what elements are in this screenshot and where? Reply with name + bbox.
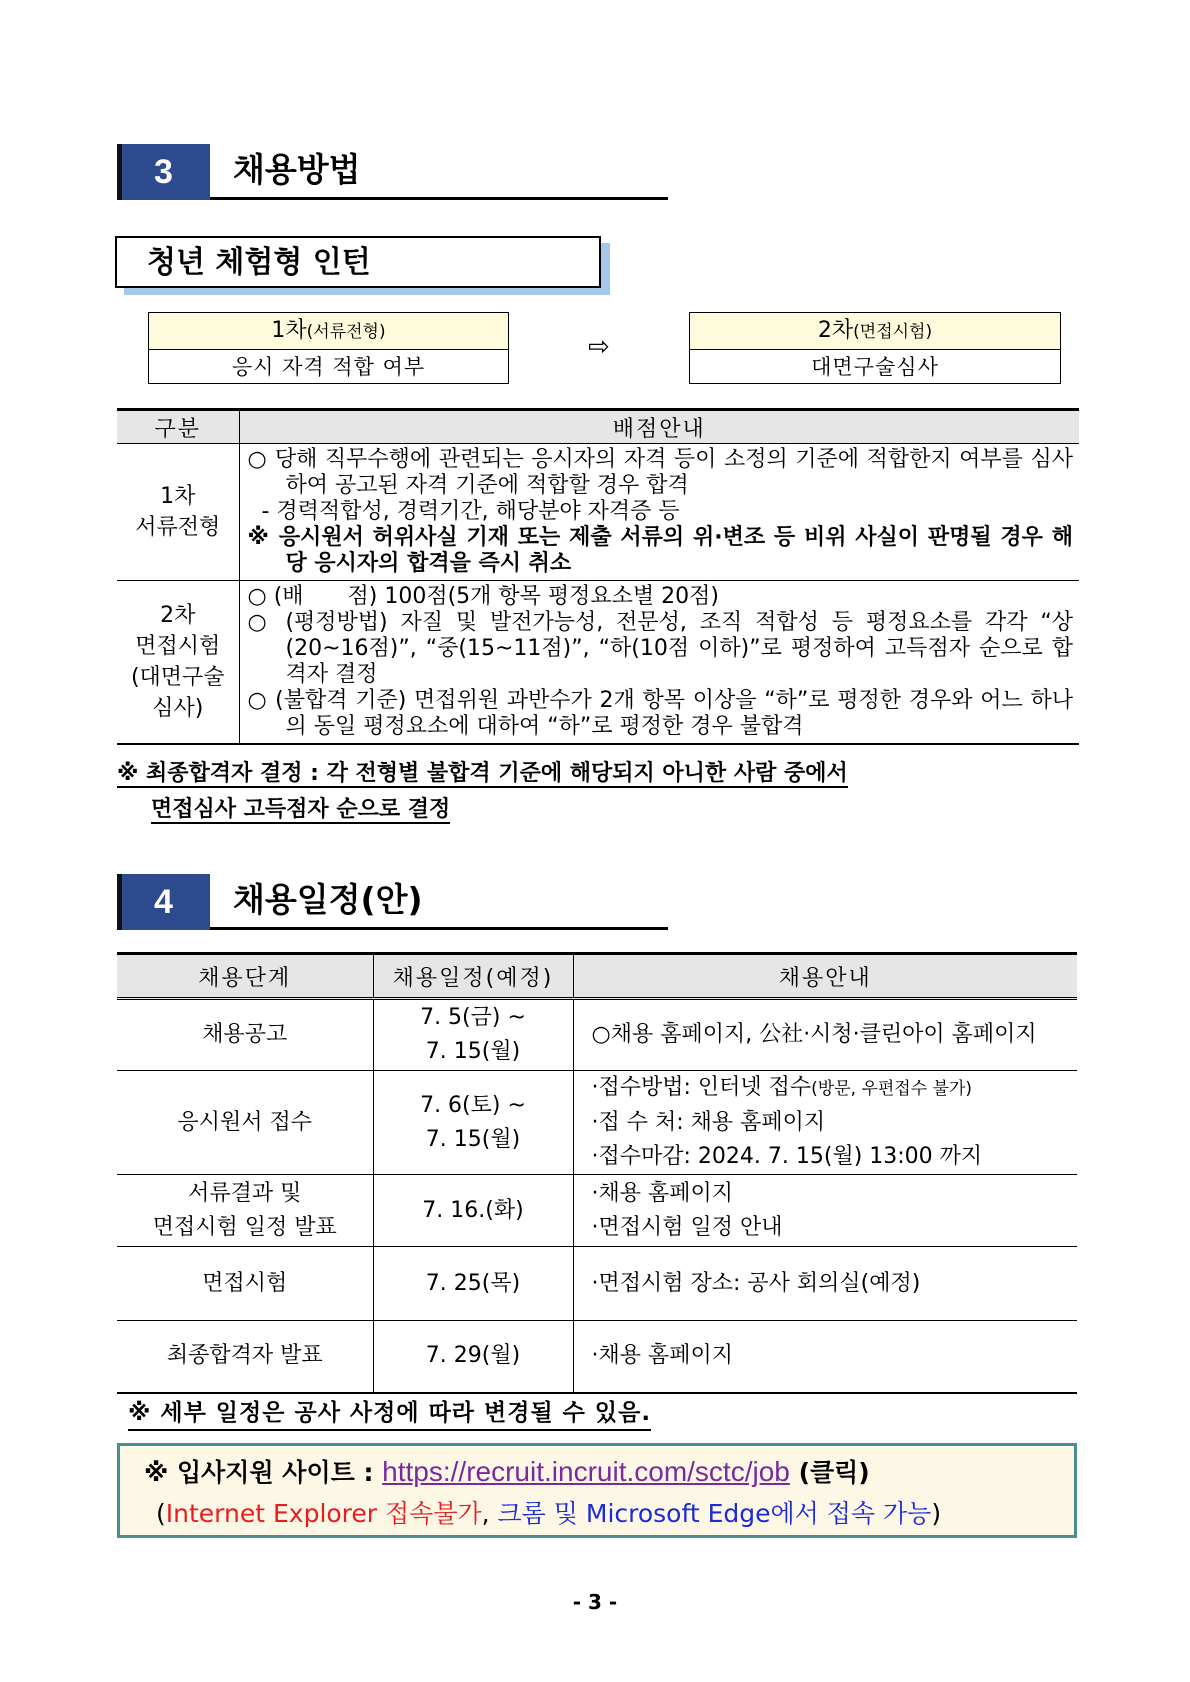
date-line: 7. 5(금) ~	[420, 1005, 526, 1030]
stage-1-header	[149, 313, 508, 350]
stage-line: 서류결과 및	[188, 1180, 302, 1206]
schedule-row	[117, 1071, 1077, 1175]
scoring-row-label	[117, 444, 239, 581]
section-number-4: 4	[117, 874, 210, 930]
schedule-stage: 면접시험	[117, 1247, 373, 1321]
label-line: 1차	[160, 484, 196, 509]
scoring-table	[117, 408, 1079, 745]
info-line: ·채용 홈페이지	[591, 1180, 733, 1206]
scoring-header-category: 구분	[117, 410, 239, 444]
application-site-link[interactable]: https://recruit.incruit.com/sctc/job	[382, 1456, 790, 1487]
label-line: 심사)	[152, 696, 204, 721]
paren: )	[931, 1499, 942, 1528]
label-line: 2차	[160, 603, 196, 628]
site-line-1	[144, 1454, 870, 1491]
scoring-header-guide: 배점안내	[239, 410, 1079, 444]
info-small-note: (방문, 우편접수 불가)	[811, 1079, 973, 1099]
stage-line: 면접시험 일정 발표	[152, 1214, 337, 1240]
date-line: 7. 15(월)	[425, 1126, 521, 1152]
schedule-row	[117, 999, 1077, 1071]
schedule-header-info: 채용안내	[573, 954, 1077, 999]
schedule-stage: 채용공고	[117, 999, 373, 1071]
stage-1-desc: 응시 자격 적합 여부	[231, 355, 426, 379]
criteria-warning: ※ 응시원서 허위사실 기재 또는 제출 서류의 위·변조 등 비위 사실이 판명될 경우 해당 응시자의 합격을 즉시 취소	[247, 525, 1073, 576]
scoring-row-content	[239, 581, 1079, 745]
schedule-header-stage: 채용단계	[117, 954, 373, 999]
scoring-row-content	[239, 444, 1079, 581]
schedule-row	[117, 1321, 1077, 1393]
paren: (	[156, 1499, 166, 1528]
site-prefix: ※ 입사지원 사이트 :	[144, 1458, 383, 1487]
label-line: 면접시험	[135, 634, 221, 659]
schedule-stage: 응시원서 접수	[117, 1071, 373, 1175]
info-line: ·접 수 처: 채용 홈페이지	[591, 1110, 826, 1135]
label-line: 서류전형	[135, 515, 221, 540]
supported-browsers: 크롬 및 Microsoft Edge에서 접속 가능	[497, 1499, 932, 1528]
stage-2-sub: (면접시험)	[853, 322, 933, 342]
schedule-header-date: 채용일정(예정)	[373, 954, 573, 999]
schedule-date: 7. 16.(화)	[373, 1175, 573, 1247]
stage-box-2	[689, 312, 1061, 384]
stage-2-header	[690, 313, 1060, 350]
schedule-info: ○채용 홈페이지, 公社·시청·클린아이 홈페이지	[573, 999, 1077, 1071]
label-line: (대면구술	[130, 665, 225, 690]
ie-not-supported: Internet Explorer 접속불가	[165, 1499, 482, 1528]
stage-box-1	[148, 312, 509, 384]
section-underline	[210, 197, 668, 200]
schedule-date	[373, 999, 573, 1071]
scoring-row-document	[117, 444, 1079, 581]
schedule-date: 7. 25(목)	[373, 1247, 573, 1321]
criteria-item: ○ 당해 직무수행에 관련되는 응시자의 자격 등이 소정의 기준에 적합한지 여부를 심사하여 공고된 자격 기준에 적합할 경우 합격	[247, 447, 1073, 498]
stage-2-title: 2차	[817, 318, 854, 343]
intern-type-title: 청년 체험형 인턴	[115, 236, 601, 288]
final-note-line-2: 면접심사 고득점자 순으로 결정	[151, 797, 451, 822]
site-suffix: (클릭)	[789, 1458, 870, 1487]
scoring-row-label	[117, 581, 239, 745]
schedule-date	[373, 1071, 573, 1175]
scoring-row-interview	[117, 581, 1079, 745]
right-arrow-icon: ⇨	[588, 332, 610, 362]
schedule-date: 7. 29(월)	[373, 1321, 573, 1393]
criteria-subitem: - 경력적합성, 경력기간, 해당분야 자격증 등	[261, 499, 680, 524]
application-site-box	[117, 1443, 1077, 1538]
final-note-line-1: ※ 최종합격자 결정 : 각 전형별 불합격 기준에 해당되지 아니한 사람 중에서	[117, 761, 848, 786]
criteria-item: ○ (배 점) 100점(5개 항목 평정요소별 20점)	[247, 584, 720, 609]
date-line: 7. 6(토) ~	[420, 1092, 526, 1118]
final-decision-note	[117, 756, 848, 828]
stage-1-sub: (서류전형)	[306, 322, 386, 342]
comma: ,	[481, 1499, 498, 1528]
schedule-info: ·채용 홈페이지	[573, 1321, 1077, 1393]
section-number-3: 3	[117, 144, 210, 200]
schedule-info: ·면접시험 장소: 공사 회의실(예정)	[573, 1247, 1077, 1321]
schedule-table	[117, 952, 1077, 1394]
section-underline	[210, 927, 668, 930]
stage-2-desc: 대면구술심사	[811, 355, 939, 379]
page-number: - 3 -	[572, 1590, 618, 1614]
criteria-item: ○ (불합격 기준) 면접위원 과반수가 2개 항목 이상을 “하”로 평정한 경우와 어느 하나의 동일 평정요소에 대하여 “하”로 평정한 경우 불합격	[247, 688, 1073, 739]
info-line: ·접수방법: 인터넷 접수	[591, 1075, 812, 1100]
criteria-item: ○ (평정방법) 자질 및 발전가능성, 전문성, 조직 적합성 등 평정요소를 각각 “상(20~16점)”, “중(15~11점)”, “하(10점 이하)”로 평정하여 고득점자 순으로 합격자 결정	[247, 610, 1073, 687]
schedule-row	[117, 1247, 1077, 1321]
schedule-info	[573, 1071, 1077, 1175]
date-line: 7. 15(월)	[425, 1039, 521, 1064]
schedule-info	[573, 1175, 1077, 1247]
schedule-row	[117, 1175, 1077, 1247]
stage-1-title: 1차	[271, 318, 307, 343]
section-title-recruitment-method: 채용방법	[233, 150, 361, 189]
schedule-stage	[117, 1175, 373, 1247]
info-line: ·면접시험 일정 안내	[591, 1214, 783, 1240]
schedule-stage: 최종합격자 발표	[117, 1321, 373, 1393]
info-line: ·접수마감: 2024. 7. 15(월) 13:00 까지	[591, 1144, 983, 1169]
schedule-change-note: ※ 세부 일정은 공사 사정에 따라 변경될 수 있음.	[128, 1397, 651, 1431]
site-line-2	[156, 1496, 941, 1532]
section-title-schedule: 채용일정(안)	[233, 880, 423, 919]
